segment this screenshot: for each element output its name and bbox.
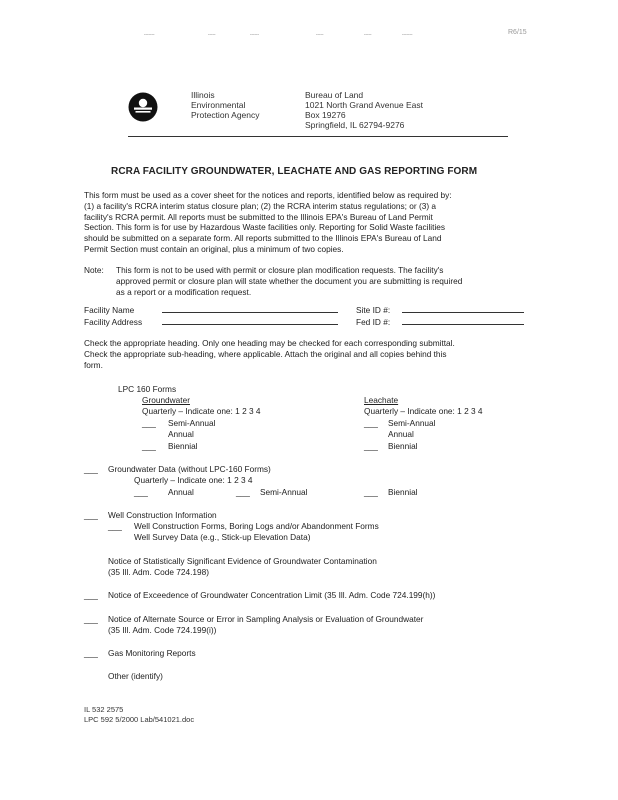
note-label: Note: (84, 265, 104, 275)
header-rule (128, 136, 508, 137)
gw-data-biennial-label: Biennial (388, 487, 418, 497)
agency-logo (128, 92, 158, 122)
gw-data-annual-checkbox[interactable]: ___ (134, 487, 148, 497)
facility-name-field[interactable] (162, 312, 338, 313)
top-mark: ------ (250, 32, 259, 37)
gw-biennial-label: Biennial (168, 441, 198, 451)
site-id-label: Site ID #: (356, 305, 391, 315)
other-label[interactable]: Other (identify) (108, 671, 163, 681)
gw-data-quarterly[interactable]: Quarterly – Indicate one: 1 2 3 4 (134, 475, 253, 485)
note-text: This form is not to be used with permit or closure plan modification requests. The facility's approved permit or closure plan will state whether the document you are submitting is required as a report or a modification request. (116, 265, 463, 297)
site-id-field[interactable] (402, 312, 524, 313)
facility-address-field[interactable] (162, 324, 338, 325)
form-title: RCRA FACILITY GROUNDWATER, LEACHATE AND GAS REPORTING FORM (111, 166, 478, 177)
instructions-paragraph: Check the appropriate heading. Only one heading may be checked for each corresponding submittal. Check the appropriate sub-heading, where applicable. Attach the original and all copies behind this form. (84, 338, 455, 370)
facility-name-label: Facility Name (84, 305, 135, 315)
gas-reports-checkbox[interactable]: ___ (84, 648, 98, 658)
top-mark: ------- (144, 32, 155, 37)
notice-exceedence-label: Notice of Exceedence of Groundwater Concentration Limit (35 Ill. Adm. Code 724.199(h)) (108, 590, 436, 600)
gw-data-semi-annual-label: Semi-Annual (260, 487, 308, 497)
form-code: R6/15 (508, 29, 527, 36)
fed-id-field[interactable] (402, 324, 524, 325)
lc-semi-annual-label: Semi-Annual (388, 418, 436, 428)
top-mark: ----- (208, 32, 216, 37)
well-survey-label[interactable]: Well Survey Data (e.g., Stick-up Elevation Data) (134, 532, 311, 542)
gw-data-annual-label: Annual (168, 487, 194, 497)
leachate-quarterly[interactable]: Quarterly – Indicate one: 1 2 3 4 (364, 406, 483, 416)
well-construction-checkbox[interactable]: ___ (84, 510, 98, 520)
well-forms-checkbox[interactable]: ___ (108, 521, 122, 531)
lc-biennial-label: Biennial (388, 441, 418, 451)
gas-reports-label: Gas Monitoring Reports (108, 648, 196, 658)
facility-address-label: Facility Address (84, 317, 143, 327)
notice-significant-ref: (35 Ill. Adm. Code 724.198) (108, 567, 210, 577)
gw-semi-annual-checkbox[interactable]: ___ (142, 418, 156, 428)
leachate-heading: Leachate (364, 395, 399, 405)
well-construction-label: Well Construction Information (108, 510, 217, 520)
notice-significant-label[interactable]: Notice of Statistically Significant Evidence of Groundwater Contamination (108, 556, 377, 566)
form-footer: IL 532 2575 LPC 592 5/2000 Lab/541021.doc (84, 705, 195, 724)
top-mark: ------- (402, 32, 413, 37)
groundwater-quarterly[interactable]: Quarterly – Indicate one: 1 2 3 4 (142, 406, 261, 416)
lc-semi-annual-checkbox[interactable]: ___ (364, 418, 378, 428)
gw-data-semi-annual-checkbox[interactable]: ___ (236, 487, 250, 497)
lc-annual-label[interactable]: Annual (388, 429, 414, 439)
lc-biennial-checkbox[interactable]: ___ (364, 441, 378, 451)
gw-annual-label[interactable]: Annual (168, 429, 194, 439)
gw-data-checkbox[interactable]: ___ (84, 464, 98, 474)
intro-paragraph: This form must be used as a cover sheet for the notices and reports, identified below as required by: (1) a facility's RCRA interim status closure plan; (2) the RCRA interim status regulations; or (3) a facility's RCRA permit. All reports must be submitted to the Illinois EPA's Bureau of Land Permit Section. This form is for use by Hazardous Waste facilities only. Reporting for Solid Waste facilities should be submitted on a separate form. All reports submitted to the Illinois EPA's Bureau of Land Permit Section must contain an original, plus a minimum of two copies. (84, 190, 452, 254)
gw-data-biennial-checkbox[interactable]: ___ (364, 487, 378, 497)
gw-biennial-checkbox[interactable]: ___ (142, 441, 156, 451)
bureau-address: Bureau of Land 1021 North Grand Avenue East Box 19276 Springfield, IL 62794-9276 (305, 90, 423, 130)
well-forms-label: Well Construction Forms, Boring Logs and/or Abandonment Forms (134, 521, 379, 531)
top-mark: ----- (364, 32, 372, 37)
gw-semi-annual-label: Semi-Annual (168, 418, 216, 428)
agency-name: Illinois Environmental Protection Agency (191, 90, 260, 120)
notice-alternate-label: Notice of Alternate Source or Error in Sampling Analysis or Evaluation of Groundwater (108, 614, 424, 624)
gw-data-label: Groundwater Data (without LPC-160 Forms) (108, 464, 271, 474)
fed-id-label: Fed ID #: (356, 317, 391, 327)
lpc-160-heading: LPC 160 Forms (118, 384, 177, 394)
notice-alternate-checkbox[interactable]: ___ (84, 614, 98, 624)
groundwater-heading: Groundwater (142, 395, 190, 405)
notice-alternate-ref: (35 Ill. Adm. Code 724.199(i)) (108, 625, 217, 635)
top-mark: ----- (316, 32, 324, 37)
notice-exceedence-checkbox[interactable]: ___ (84, 590, 98, 600)
